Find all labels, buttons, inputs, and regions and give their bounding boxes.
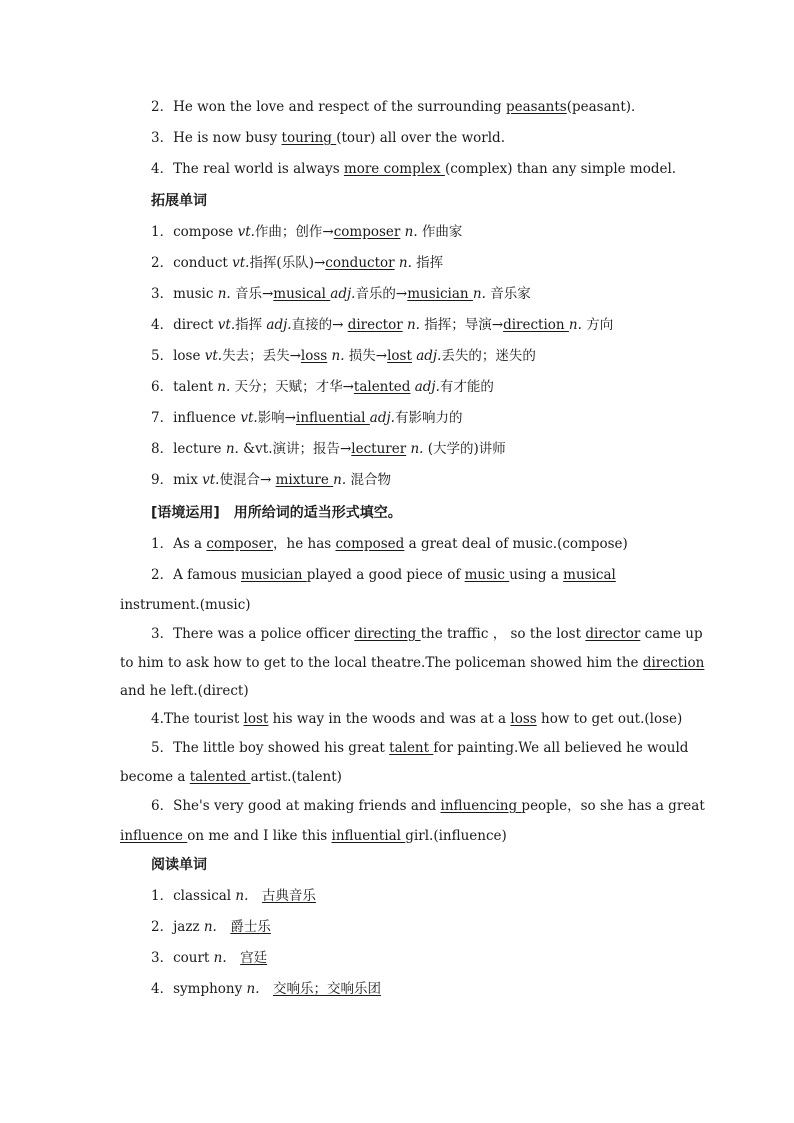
sentence-text: people，so she has a great — [521, 798, 705, 814]
item-number: 1． — [151, 224, 174, 240]
derived-word: musical — [273, 286, 331, 302]
headword: jazz — [173, 919, 204, 935]
derived-word: loss — [300, 348, 328, 364]
ctx-sentence-1 — [151, 534, 628, 554]
answer-blank: musician — [241, 567, 307, 583]
part-of-speech: vt. — [232, 255, 250, 271]
sentence-text: (peasant)． — [566, 99, 645, 115]
derived-word: conductor — [325, 255, 395, 271]
meaning: 音乐→ — [230, 286, 274, 302]
part-of-speech: n. — [394, 255, 412, 271]
part-of-speech: n. — [472, 286, 486, 302]
ext-item-2 — [151, 253, 443, 273]
ctx-sentence-4 — [151, 709, 682, 729]
ext-item-5 — [151, 346, 536, 366]
sentence-text: played a good piece of — [306, 567, 465, 583]
sentence-text: She's very good at making friends and — [173, 798, 441, 814]
sentence-text: The tourist — [163, 711, 244, 727]
answer-blank: more complex — [343, 161, 445, 177]
ext-item-7 — [151, 408, 462, 428]
headword: mix — [173, 472, 203, 488]
read-item-2 — [151, 917, 271, 937]
answer-blank: direction — [642, 655, 705, 671]
item-number: 3． — [151, 950, 174, 966]
section-title-context: [语境运用] 用所给词的适当形式填空。 — [151, 505, 402, 521]
headword: influence — [173, 410, 241, 426]
part-of-speech: adj. — [266, 317, 292, 333]
sentence-text: the traffic ， so the lost — [420, 626, 586, 642]
derived-word: director — [347, 317, 403, 333]
meaning: 有影响力的 — [394, 410, 463, 426]
sentence-text: using a — [509, 567, 564, 583]
ctx-sentence-6-cont — [120, 826, 507, 846]
derived-word: lost — [387, 348, 412, 364]
item-number: 3． — [151, 626, 174, 642]
section-title-reading: 阅读单词 — [151, 857, 207, 873]
sentence-text: for painting.We all believed he would — [433, 740, 689, 756]
meaning: 丢失的；迷失的 — [441, 348, 536, 364]
derived-word: direction — [503, 317, 569, 333]
meaning: 有才能的 — [439, 379, 494, 395]
ext-item-6 — [151, 377, 494, 397]
part-of-speech: n. — [400, 224, 418, 240]
item-number: 1． — [151, 536, 174, 552]
headword: talent — [173, 379, 218, 395]
part-of-speech: adj. — [330, 286, 356, 302]
ctx-sentence-5-cont — [120, 767, 342, 787]
ctx-sentence-3-end: and he left.(direct) — [120, 683, 249, 699]
meaning: 天分；天赋；才华→ — [230, 379, 354, 395]
answer-blank: peasants — [505, 99, 567, 115]
answer-blank: composed — [335, 536, 405, 552]
read-item-3 — [151, 948, 267, 968]
item-number: 3． — [151, 286, 174, 302]
ext-item-1 — [151, 222, 462, 242]
part-of-speech: n. — [203, 919, 217, 935]
answer-blank: music — [464, 567, 510, 583]
answer-blank: loss — [510, 711, 537, 727]
headword: lecture — [173, 441, 226, 457]
ctx-sentence-3-cont — [120, 653, 704, 673]
headword: compose — [173, 224, 238, 240]
answer-blank: touring — [281, 130, 337, 146]
answer-blank: composer — [206, 536, 274, 552]
item-number: 5． — [151, 348, 174, 364]
meaning: &vt.演讲；报告→ — [238, 441, 352, 457]
part-of-speech: n. — [327, 348, 345, 364]
sentence-text: (tour) all over the world. — [336, 130, 505, 146]
part-of-speech: n. — [402, 317, 420, 333]
part-of-speech: vt. — [237, 224, 255, 240]
headword: symphony — [173, 981, 247, 997]
part-of-speech: vt. — [240, 410, 258, 426]
derived-word: mixture — [275, 472, 334, 488]
part-of-speech: adj. — [369, 410, 395, 426]
item-number: 6． — [151, 798, 174, 814]
headword: music — [173, 286, 218, 302]
meaning: 使混合→ — [219, 472, 276, 488]
item-number: 6． — [151, 379, 174, 395]
meaning: 影响→ — [257, 410, 296, 426]
sentence-text: (complex) than any simple model. — [444, 161, 677, 177]
part-of-speech: n. — [225, 441, 239, 457]
part-of-speech: n. — [246, 981, 260, 997]
meaning: 损失→ — [344, 348, 388, 364]
intro-item-3 — [151, 128, 505, 148]
answer-blank: directing — [354, 626, 421, 642]
part-of-speech: vt. — [217, 317, 236, 333]
part-of-speech: n. — [213, 950, 227, 966]
read-item-4 — [151, 979, 381, 999]
headword: direct — [173, 317, 218, 333]
derived-word: lecturer — [351, 441, 407, 457]
meaning: 直接的→ — [291, 317, 348, 333]
ext-item-9 — [151, 470, 391, 490]
part-of-speech: adj. — [410, 379, 440, 395]
item-number: 8． — [151, 441, 174, 457]
sentence-text: on me and I like this — [187, 828, 332, 844]
meaning: 音乐的→ — [355, 286, 408, 302]
headword: classical — [173, 888, 236, 904]
sentence-text: He won the love and respect of the surrounding — [173, 99, 506, 115]
sentence-text: He is now busy — [173, 130, 282, 146]
item-number: 7． — [151, 410, 174, 426]
sentence-text: a great deal of music.(compose) — [404, 536, 628, 552]
answer-blank: talent — [389, 740, 434, 756]
intro-item-4 — [151, 159, 676, 179]
item-number: 4． — [151, 317, 174, 333]
ctx-sentence-2-cont: instrument.(music) — [120, 597, 251, 613]
meaning: 作曲；创作→ — [254, 224, 334, 240]
sentence-text: The real world is always — [173, 161, 344, 177]
ctx-sentence-6 — [151, 796, 705, 816]
read-item-1 — [151, 886, 316, 906]
meaning: 音乐家 — [485, 286, 531, 302]
item-number: 4． — [151, 161, 174, 177]
answer-blank: 爵士乐 — [230, 919, 271, 935]
meaning: 指挥(乐队)→ — [249, 255, 326, 271]
ctx-sentence-2 — [151, 565, 616, 585]
answer-blank: 古典音乐 — [261, 888, 316, 904]
sentence-text: his way in the woods and was at a — [268, 711, 511, 727]
answer-blank: musical — [563, 567, 616, 583]
sentence-text: girl.(influence) — [405, 828, 507, 844]
sentence-text: to him to ask how to get to the local theatre.The policeman showed him the — [120, 655, 643, 671]
headword: conduct — [173, 255, 233, 271]
item-number: 5． — [151, 740, 174, 756]
item-number: 4. — [151, 711, 164, 727]
part-of-speech: n. — [217, 286, 231, 302]
answer-blank: lost — [243, 711, 269, 727]
part-of-speech: n. — [217, 379, 231, 395]
meaning: 作曲家 — [417, 224, 463, 240]
part-of-speech: vt. — [204, 348, 223, 364]
ctx-sentence-3 — [151, 624, 703, 644]
derived-word: talented — [353, 379, 411, 395]
sentence-text: how to get out.(lose) — [536, 711, 683, 727]
meaning: 指挥 — [235, 317, 267, 333]
ext-item-3 — [151, 284, 531, 304]
derived-word: influential — [296, 410, 370, 426]
intro-item-2 — [151, 97, 645, 117]
derived-word: musician — [407, 286, 473, 302]
ext-item-8 — [151, 439, 506, 459]
item-number: 4． — [151, 981, 174, 997]
item-number: 3． — [151, 130, 174, 146]
part-of-speech: n. — [568, 317, 582, 333]
sentence-text: The little boy showed his great — [173, 740, 390, 756]
ctx-sentence-5 — [151, 738, 688, 758]
answer-blank: director — [585, 626, 641, 642]
item-number: 2． — [151, 99, 174, 115]
headword: lose — [173, 348, 205, 364]
part-of-speech: vt. — [202, 472, 220, 488]
answer-blank: influence — [120, 828, 188, 844]
item-number: 9． — [151, 472, 174, 488]
sentence-text: A famous — [173, 567, 242, 583]
meaning: 方向 — [581, 317, 614, 333]
part-of-speech: adj. — [411, 348, 442, 364]
meaning: 混合物 — [346, 472, 391, 488]
meaning: (大学的)讲师 — [423, 441, 506, 457]
sentence-text: artist.(talent) — [250, 769, 342, 785]
part-of-speech: n. — [406, 441, 424, 457]
section-title-extension: 拓展单词 — [151, 193, 207, 209]
item-number: 1． — [151, 888, 174, 904]
sentence-text: become a — [120, 769, 190, 785]
meaning: 指挥 — [411, 255, 444, 271]
ext-item-4 — [151, 315, 613, 335]
part-of-speech: n. — [333, 472, 347, 488]
answer-blank: influencing — [440, 798, 522, 814]
sentence-text: There was a police officer — [173, 626, 355, 642]
sentence-text: came up — [640, 626, 703, 642]
sentence-text: ，he has — [273, 536, 336, 552]
answer-blank: 交响乐；交响乐团 — [273, 981, 382, 997]
part-of-speech: n. — [235, 888, 249, 904]
derived-word: composer — [333, 224, 401, 240]
meaning: 指挥；导演→ — [419, 317, 504, 333]
meaning: 失去；丢失→ — [222, 348, 301, 364]
item-number: 2． — [151, 567, 174, 583]
item-number: 2． — [151, 919, 174, 935]
headword: court — [173, 950, 214, 966]
answer-blank: 宫廷 — [240, 950, 268, 966]
item-number: 2． — [151, 255, 174, 271]
answer-blank: influential — [331, 828, 406, 844]
answer-blank: talented — [189, 769, 251, 785]
sentence-text: As a — [173, 536, 207, 552]
